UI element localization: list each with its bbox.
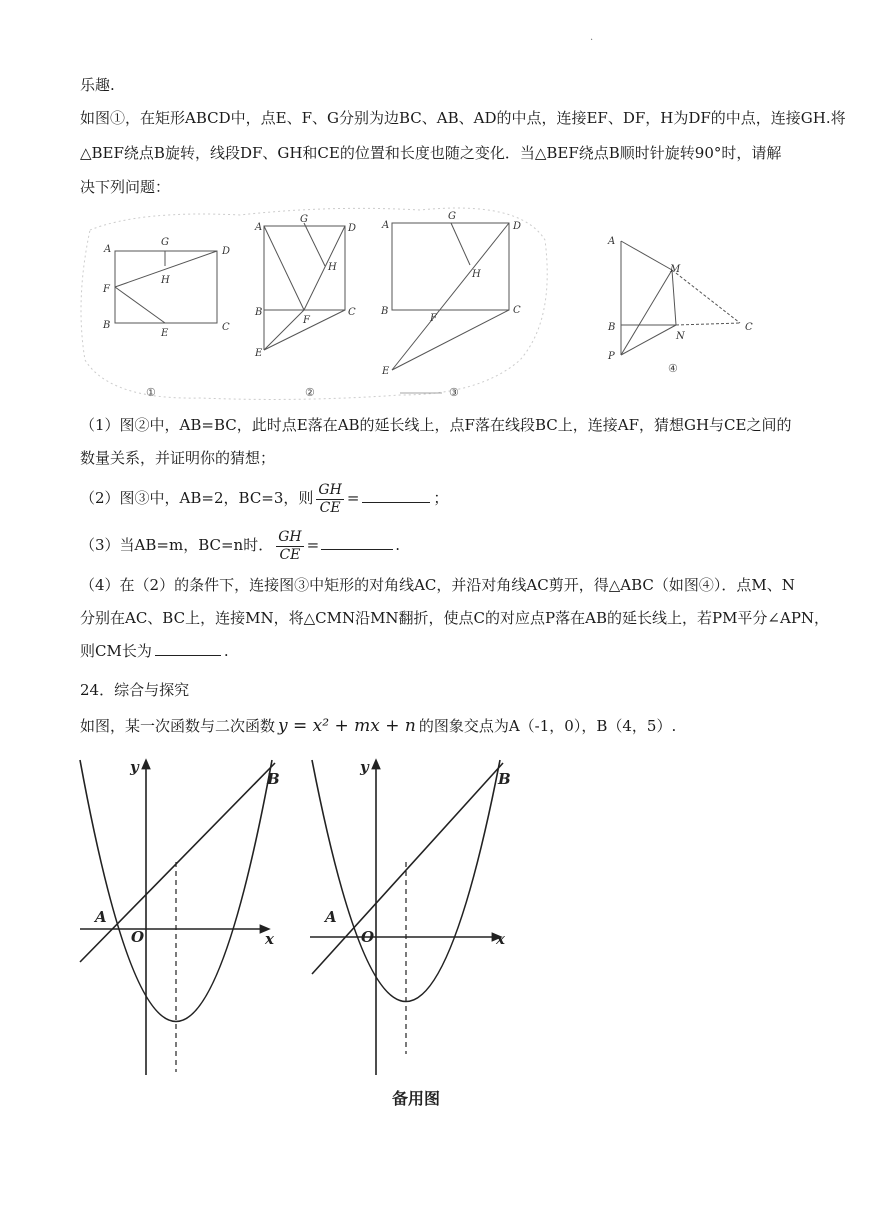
fig2-label-a: A <box>255 222 263 233</box>
fig4-label-a: A <box>608 236 616 247</box>
page-top-mark: . <box>590 32 594 43</box>
fig3-label-f: F <box>430 313 437 324</box>
graph-1-point-b: B <box>267 770 280 788</box>
fig2-label-b: B <box>255 307 263 318</box>
graph-2-point-b: B <box>498 770 511 788</box>
fig2-caption: ② <box>305 386 315 399</box>
graph-1-x-label: x <box>265 930 274 948</box>
fig1-label-d: D <box>222 246 231 257</box>
fig4-label-m: M <box>670 264 681 275</box>
fig1-label-e: E <box>161 328 169 339</box>
graph-1 <box>80 760 275 1075</box>
question-4-line-3: 则CM长为 . <box>80 642 229 660</box>
question-4-line-2: 分别在AC、BC上，连接MN，将△CMN沿MN翻折，使点C的对应点P落在AB的延长线上，若PM平分∠APN， <box>80 609 830 627</box>
fig3-label-b: B <box>381 306 389 317</box>
fig2-label-g: G <box>300 214 308 225</box>
graph-1-point-a: A <box>95 908 107 926</box>
fig2-label-d: D <box>348 223 357 234</box>
fig4-label-c: C <box>745 322 753 333</box>
fig4-caption: ④ <box>668 362 678 375</box>
graph-1-y-label: y <box>130 758 139 776</box>
question-3: （3）当AB=m，BC=n时． $\frac{GH}{CE}$ = . <box>80 528 400 563</box>
question-24-stem: 如图，某一次函数与二次函数 y = x² + mx + n 的图象交点为A（-1，0），B（4，5）. <box>80 716 677 736</box>
graph-1-origin-label: O <box>131 928 145 946</box>
fig3-label-c: C <box>513 305 521 316</box>
fig4-label-p: P <box>608 351 615 362</box>
fig3-caption: ③ <box>449 386 459 399</box>
answer-blank-2 <box>362 488 430 503</box>
text-line-1: 乐趣. <box>80 76 115 94</box>
fraction-gh-ce: $\frac{GH}{CE}$ <box>318 481 342 516</box>
problem-intro-line-2: △BEF绕点B旋转，线段DF、GH和CE的位置和长度也随之变化．当△BEF绕点B顺时针旋转90°时，请解 <box>80 144 782 162</box>
figure-2 <box>264 223 345 350</box>
figure-1 <box>115 251 217 323</box>
geometry-figures <box>75 200 785 405</box>
fig3-label-e: E <box>382 366 390 377</box>
fig3-label-d: D <box>513 221 522 232</box>
function-graphs <box>75 755 515 1085</box>
figure-3 <box>392 223 509 370</box>
question-3-text: （3）当AB=m，BC=n时． <box>80 536 274 554</box>
question-4-line-1: （4）在（2）的条件下，连接图③中矩形的对角线AC，并沿对角线AC剪开，得△ABC（如图④）．点M、N <box>80 576 795 594</box>
fraction-gh-ce-2: $\frac{GH}{CE}$ <box>278 528 302 563</box>
problem-intro-line-3: 决下列问题： <box>80 178 171 196</box>
question-2: （2）图③中，AB=2，BC=3，则 $\frac{GH}{CE}$ = ； <box>80 481 449 516</box>
answer-blank-3 <box>321 535 393 550</box>
graph-2-y-label: y <box>360 758 369 776</box>
fig4-label-n: N <box>676 331 685 342</box>
fig3-label-g: G <box>448 211 456 222</box>
fig3-label-a: A <box>382 220 390 231</box>
question-1-line-1: （1）图②中，AB=BC，此时点E落在AB的延长线上，点F落在线段BC上，连接AF，猜想GH与CE之间的 <box>80 416 792 434</box>
fig1-label-f: F <box>103 284 110 295</box>
fig1-label-b: B <box>103 320 111 331</box>
fig2-label-h: H <box>328 262 337 273</box>
quadratic-formula: y = x² + mx + n <box>278 716 416 736</box>
fig1-caption: ① <box>146 386 156 399</box>
answer-blank-4 <box>155 641 221 656</box>
fig1-label-a: A <box>104 244 112 255</box>
fig3-label-h: H <box>472 269 481 280</box>
graph-2-point-a: A <box>325 908 337 926</box>
fig1-label-c: C <box>222 322 230 333</box>
question-24-title: 24．综合与探究 <box>80 681 190 699</box>
question-1-line-2: 数量关系，并证明你的猜想； <box>80 449 276 467</box>
problem-intro-line-1: 如图①，在矩形ABCD中，点E、F、G分别为边BC、AB、AD的中点，连接EF、DF，H为DF的中点，连接GH.将 <box>80 109 846 127</box>
spare-graph-caption: 备用图 <box>392 1089 441 1108</box>
graph-2-origin-label: O <box>361 928 375 946</box>
graph-2 <box>310 760 503 1075</box>
fig2-label-c: C <box>348 307 356 318</box>
fig1-label-h: H <box>161 275 170 286</box>
fig2-label-f: F <box>303 315 310 326</box>
fig1-label-g: G <box>161 237 169 248</box>
fig4-label-b: B <box>608 322 616 333</box>
fig2-label-e: E <box>255 348 263 359</box>
question-2-text: （2）图③中，AB=2，BC=3，则 <box>80 489 314 507</box>
graph-2-x-label: x <box>496 930 505 948</box>
